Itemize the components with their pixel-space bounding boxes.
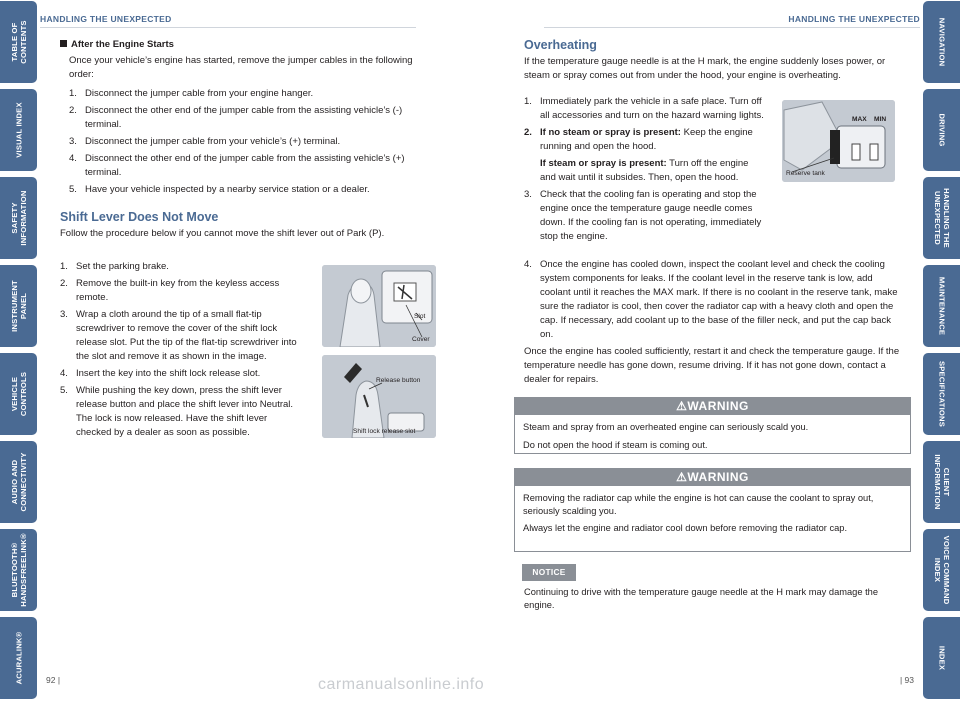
shift-lever-heading: Shift Lever Does Not Move <box>60 210 219 224</box>
tab-label: TABLE OF CONTENTS <box>9 20 28 64</box>
warning-text: Always let the engine and radiator cool down before removing the radiator cap. <box>523 523 848 533</box>
reserve-tank-label: Reserve tank <box>786 170 825 177</box>
overheating-steps-continued <box>524 258 904 342</box>
list-item: 2. Disconnect the other end of the jumper cable from the assisting vehicle’s (-) terminal. <box>69 105 403 130</box>
right-header-rule <box>544 27 920 28</box>
warning-header: ⚠WARNING <box>515 469 910 486</box>
list-item: 4. Insert the key into the shift lock release slot. <box>60 368 261 379</box>
overheating-steps-lower <box>524 258 904 392</box>
watermark: carmanualsonline.info <box>318 676 485 693</box>
right-page-number: | 93 <box>899 675 914 685</box>
warning-box-radiator-cap <box>514 468 911 552</box>
notice-text: Continuing to drive with the temperature gauge needle at the H mark may damage the engine. <box>524 587 879 610</box>
max-label: MAX <box>852 116 867 123</box>
right-tab-strip <box>923 0 960 703</box>
warning-triangle-icon: ⚠ <box>676 399 688 413</box>
cover-label: Cover <box>412 336 430 343</box>
slot-label: Slot <box>414 313 426 320</box>
tab-audio-connectivity[interactable] <box>0 441 37 523</box>
list-item: 3. Wrap a cloth around the tip of a small flat-tip screwdriver to remove the cover of the shift lock release slot. Put the tip of the flat-tip screwdriver into the slot and remove it as shown in the image. <box>60 309 297 362</box>
list-item: 5. While pushing the key down, press the shift lever release button and place the shift lever into Neutral. The lock is now released. Have the shift lever checked by a dealer as soon as possible. <box>60 385 294 438</box>
tab-acuralink[interactable] <box>0 617 37 699</box>
shift-lock-release-slot-label: Shift lock release slot <box>353 428 416 435</box>
tab-label: INDEX <box>937 645 946 671</box>
shift-lever-release-illustration <box>322 355 436 438</box>
shift-lever-intro: Follow the procedure below if you cannot move the shift lever out of Park (P). <box>60 228 385 239</box>
tab-label: HANDLING THE UNEXPECTED <box>932 188 951 248</box>
left-header-rule <box>40 27 416 28</box>
tab-voice-command-index[interactable] <box>923 529 960 611</box>
tab-driving[interactable] <box>923 89 960 171</box>
list-item: If steam or spray is present: Turn off the engine and wait until it subsides. Then, open the hood. <box>540 158 749 183</box>
reserve-tank-figure <box>782 100 895 182</box>
left-page-number: 92 | <box>46 675 61 685</box>
tab-handling-the-unexpected[interactable] <box>923 177 960 259</box>
left-page-column <box>60 38 440 246</box>
list-item: 4. Once the engine has cooled down, inspect the coolant level and check the cooling system components for leaks. If the coolant level in the reserve tank is low, add coolant until it reaches the MAX mark. If there is no coolant in the reserve tank, make sure the radiator is cool, then cover the radiator cap with a heavy cloth and open the cap. If necessary, add coolant up to the base of the filler neck, and put the cap back on. <box>524 259 898 340</box>
tab-label: INSTRUMENT PANEL <box>9 280 28 332</box>
tab-label: BLUETOOTH® HANDSFREELINK® <box>9 533 28 607</box>
tab-vehicle-controls[interactable] <box>0 353 37 435</box>
square-bullet-icon <box>60 40 67 47</box>
right-running-head: HANDLING THE UNEXPECTED <box>788 14 920 24</box>
tab-label: VOICE COMMAND INDEX <box>932 535 951 605</box>
min-label: MIN <box>874 116 887 123</box>
warning-text: Steam and spray from an overheated engine can seriously scald you. <box>523 422 809 432</box>
tab-index[interactable] <box>923 617 960 699</box>
overheating-steps-upper <box>524 95 764 247</box>
list-item: 1. Set the parking brake. <box>60 261 169 272</box>
tab-label: ACURALINK® <box>14 631 23 685</box>
tab-safety-information[interactable] <box>0 177 37 259</box>
list-item: 5. Have your vehicle inspected by a nearby service station or a dealer. <box>69 184 370 195</box>
tab-label: SAFETY INFORMATION <box>9 190 28 246</box>
left-tab-strip <box>0 0 37 703</box>
overheating-intro-block <box>524 38 902 88</box>
list-item: 1. Immediately park the vehicle in a safe place. Turn off all accessories and turn on the hazard warning lights. <box>524 96 764 121</box>
after-start-steps <box>60 87 440 197</box>
shift-lock-release-figure <box>322 355 436 438</box>
tab-label: DRIVING <box>937 113 946 147</box>
shifter-illustration <box>322 265 436 347</box>
tab-label: VEHICLE CONTROLS <box>9 371 28 417</box>
shift-lever-steps <box>60 260 304 440</box>
tab-bluetooth-handsfreelink[interactable] <box>0 529 37 611</box>
release-button-label: Release button <box>376 377 421 384</box>
left-running-head: HANDLING THE UNEXPECTED <box>40 14 172 24</box>
shift-lever-steps-column <box>60 260 304 443</box>
after-start-heading: After the Engine Starts <box>60 38 440 52</box>
notice-badge: NOTICE <box>522 564 576 581</box>
warning-box-scald <box>514 397 911 454</box>
list-item: 4. Disconnect the other end of the jumper cable from the assisting vehicle’s (+) terminal. <box>69 153 405 178</box>
after-start-intro: Once your vehicle’s engine has started, remove the jumper cables in the following order: <box>69 55 413 80</box>
tab-label: VISUAL INDEX <box>14 102 23 158</box>
tab-navigation[interactable] <box>923 1 960 83</box>
tab-label: MAINTENANCE <box>937 276 946 336</box>
tab-instrument-panel[interactable] <box>0 265 37 347</box>
list-item: 3. Disconnect the jumper cable from your vehicle’s (+) terminal. <box>69 136 341 147</box>
list-item: 2. If no steam or spray is present: Keep the engine running and open the hood. <box>524 127 753 152</box>
overheating-intro: If the temperature gauge needle is at the H mark, the engine suddenly loses power, or steam or spray comes out from under the hood, your engine is overheating. <box>524 56 886 81</box>
tab-label: CLIENT INFORMATION <box>932 454 951 510</box>
tab-label: SPECIFICATIONS <box>937 361 946 427</box>
overheating-heading: Overheating <box>524 38 597 52</box>
overheating-steps <box>524 95 764 244</box>
warning-body <box>515 486 910 535</box>
list-item: 3. Check that the cooling fan is operating and stop the engine once the temperature gauge needle comes down. If the cooling fan is not operating, immediately stop the engine. <box>524 189 762 242</box>
tab-maintenance[interactable] <box>923 265 960 347</box>
warning-triangle-icon: ⚠ <box>676 470 688 484</box>
list-item: 1. Disconnect the jumper cable from your engine hanger. <box>69 88 314 99</box>
shift-lock-cover-figure <box>322 265 436 347</box>
tab-visual-index[interactable] <box>0 89 37 171</box>
list-item: 2. Remove the built-in key from the keyless access remote. <box>60 278 280 303</box>
warning-body <box>515 415 910 451</box>
tab-label: AUDIO AND CONNECTIVITY <box>9 452 28 512</box>
overheating-after-text: Once the engine has cooled sufficiently, restart it and check the temperature gauge. If the temperature needle has gone down, resume driving. If it has not gone down, contact a dealer for repairs. <box>524 346 900 385</box>
tab-table-of-contents[interactable] <box>0 1 37 83</box>
warning-text: Removing the radiator cap while the engine is hot can cause the coolant to spray out, seriously scalding you. <box>523 493 874 516</box>
warning-text: Do not open the hood if steam is coming out. <box>523 439 708 450</box>
warning-header: ⚠WARNING <box>515 398 910 415</box>
tab-specifications[interactable] <box>923 353 960 435</box>
tab-label: NAVIGATION <box>937 17 946 67</box>
tab-client-information[interactable] <box>923 441 960 523</box>
